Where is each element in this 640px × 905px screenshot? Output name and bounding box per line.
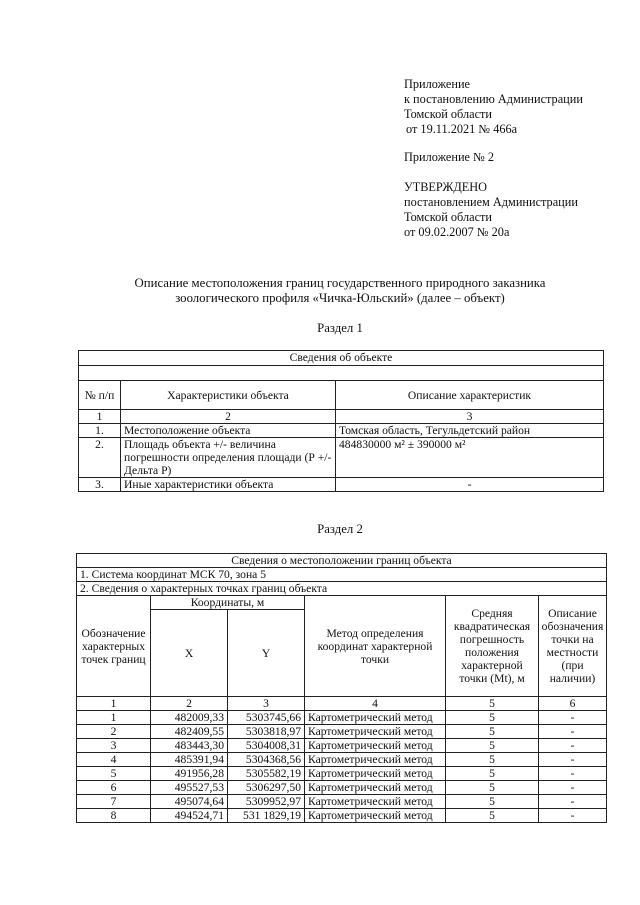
table-row bbox=[79, 438, 604, 478]
table-row bbox=[77, 725, 607, 739]
point-y: 5305582,19 bbox=[228, 767, 305, 781]
point-id: 6 bbox=[77, 781, 151, 795]
table-header-row bbox=[77, 596, 607, 610]
region-label-2: Томской области bbox=[404, 210, 492, 224]
boundary-points-table bbox=[76, 553, 607, 823]
region-label: Томской области bbox=[404, 107, 492, 121]
appendix-number: Приложение № 2 bbox=[404, 150, 495, 164]
point-y: 5304008,31 bbox=[228, 739, 305, 753]
table-row bbox=[77, 767, 607, 781]
row-description: Томская область, Тегульдетский район bbox=[336, 424, 604, 438]
spacer-row bbox=[79, 366, 604, 381]
by-resolution-label: постановлением Администрации bbox=[404, 195, 578, 209]
point-error: 5 bbox=[446, 767, 539, 781]
point-x: 495527,53 bbox=[151, 781, 228, 795]
table-row bbox=[77, 809, 607, 823]
col-num-2: 2 bbox=[151, 697, 228, 711]
row-description: - bbox=[336, 478, 604, 492]
col-no-header: № п/п bbox=[79, 381, 121, 410]
col-num-6: 6 bbox=[539, 697, 607, 711]
point-y: 531 1829,19 bbox=[228, 809, 305, 823]
col-method-header: Метод определения координат характерной точки bbox=[305, 596, 446, 697]
point-y: 5306297,50 bbox=[228, 781, 305, 795]
col-designation-header: Обозначение характерных точек границ bbox=[77, 596, 151, 697]
point-x: 483443,30 bbox=[151, 739, 228, 753]
col-coords-header: Координаты, м bbox=[151, 596, 305, 610]
date-line: от 19.11.2021 № 466а bbox=[406, 122, 518, 136]
table-header-row bbox=[79, 381, 604, 410]
points-info: 2. Сведения о характерных точках границ объекта bbox=[77, 582, 607, 596]
doc-title-line-1: Описание местоположения границ государственного природного заказника bbox=[134, 276, 546, 290]
date-line-2: от 09.02.2007 № 20а bbox=[404, 225, 510, 239]
point-error: 5 bbox=[446, 711, 539, 725]
point-x: 482009,33 bbox=[151, 711, 228, 725]
point-error: 5 bbox=[446, 781, 539, 795]
point-note: - bbox=[539, 753, 607, 767]
table-row bbox=[77, 753, 607, 767]
to-resolution-label: к постановлению Администрации bbox=[404, 92, 583, 106]
point-note: - bbox=[539, 711, 607, 725]
point-id: 3 bbox=[77, 739, 151, 753]
point-x: 495074,64 bbox=[151, 795, 228, 809]
section-1-heading: Раздел 1 bbox=[317, 321, 363, 335]
row-number: 1. bbox=[79, 424, 121, 438]
point-error: 5 bbox=[446, 753, 539, 767]
row-number: 2. bbox=[79, 438, 121, 478]
table-row bbox=[79, 424, 604, 438]
col-num-1: 1 bbox=[79, 410, 121, 424]
row-characteristic: Местоположение объекта bbox=[121, 424, 336, 438]
col-num-3: 3 bbox=[228, 697, 305, 711]
point-error: 5 bbox=[446, 795, 539, 809]
doc-title-line-2: зоологического профиля «Чичка-Юльский» (далее – объект) bbox=[175, 291, 505, 305]
point-method: Картометрический метод bbox=[305, 781, 446, 795]
point-method: Картометрический метод bbox=[305, 725, 446, 739]
point-note: - bbox=[539, 809, 607, 823]
row-characteristic: Иные характеристики объекта bbox=[121, 478, 336, 492]
col-num-2: 2 bbox=[121, 410, 336, 424]
point-note: - bbox=[539, 767, 607, 781]
col-num-5: 5 bbox=[446, 697, 539, 711]
point-error: 5 bbox=[446, 725, 539, 739]
col-char-header: Характеристики объекта bbox=[121, 381, 336, 410]
col-y-header: Y bbox=[228, 610, 305, 697]
point-method: Картометрический метод bbox=[305, 739, 446, 753]
point-method: Картометрический метод bbox=[305, 767, 446, 781]
point-x: 482409,55 bbox=[151, 725, 228, 739]
boundary-table-title: Сведения о местоположении границ объекта bbox=[77, 554, 607, 568]
point-note: - bbox=[539, 781, 607, 795]
table-row bbox=[77, 711, 607, 725]
table-title-row bbox=[79, 351, 604, 366]
point-x: 491956,28 bbox=[151, 767, 228, 781]
point-id: 7 bbox=[77, 795, 151, 809]
point-y: 5304368,56 bbox=[228, 753, 305, 767]
point-method: Картометрический метод bbox=[305, 795, 446, 809]
point-note: - bbox=[539, 725, 607, 739]
row-number: 3. bbox=[79, 478, 121, 492]
point-x: 485391,94 bbox=[151, 753, 228, 767]
col-x-header: X bbox=[151, 610, 228, 697]
table-row bbox=[77, 795, 607, 809]
point-x: 494524,71 bbox=[151, 809, 228, 823]
row-description: 484830000 м² ± 390000 м² bbox=[336, 438, 604, 478]
point-y: 5303745,66 bbox=[228, 711, 305, 725]
point-note: - bbox=[539, 795, 607, 809]
col-num-4: 4 bbox=[305, 697, 446, 711]
point-method: Картометрический метод bbox=[305, 753, 446, 767]
row-characteristic: Площадь объекта +/- величина погрешности определения площади (Р +/- Дельта Р) bbox=[121, 438, 336, 478]
table-row bbox=[77, 781, 607, 795]
table-row bbox=[77, 739, 607, 753]
point-error: 5 bbox=[446, 739, 539, 753]
point-id: 4 bbox=[77, 753, 151, 767]
point-y: 5309952,97 bbox=[228, 795, 305, 809]
object-table-title: Сведения об объекте bbox=[79, 351, 604, 366]
col-num-3: 3 bbox=[336, 410, 604, 424]
table-row bbox=[79, 478, 604, 492]
system-row bbox=[77, 568, 607, 582]
col-num-1: 1 bbox=[77, 697, 151, 711]
point-method: Картометрический метод bbox=[305, 809, 446, 823]
point-method: Картометрический метод bbox=[305, 711, 446, 725]
point-id: 2 bbox=[77, 725, 151, 739]
table-title-row bbox=[77, 554, 607, 568]
point-id: 5 bbox=[77, 767, 151, 781]
points-info-row bbox=[77, 582, 607, 596]
col-error-header: Средняя квадратическая погрешность положения характерной точки (Mt), м bbox=[446, 596, 539, 697]
col-desc-header: Описание характеристик bbox=[336, 381, 604, 410]
object-info-table bbox=[78, 350, 604, 492]
point-id: 8 bbox=[77, 809, 151, 823]
column-number-row bbox=[77, 697, 607, 711]
coordinate-system: 1. Система координат МСК 70, зона 5 bbox=[77, 568, 607, 582]
column-number-row bbox=[79, 410, 604, 424]
point-y: 5303818,97 bbox=[228, 725, 305, 739]
point-id: 1 bbox=[77, 711, 151, 725]
point-error: 5 bbox=[446, 809, 539, 823]
approved-label: УТВЕРЖДЕНО bbox=[404, 180, 488, 194]
point-note: - bbox=[539, 739, 607, 753]
appendix-label: Приложение bbox=[404, 77, 470, 91]
col-note-header: Описание обозначения точки на местности (при наличии) bbox=[539, 596, 607, 697]
section-2-heading: Раздел 2 bbox=[317, 522, 363, 536]
